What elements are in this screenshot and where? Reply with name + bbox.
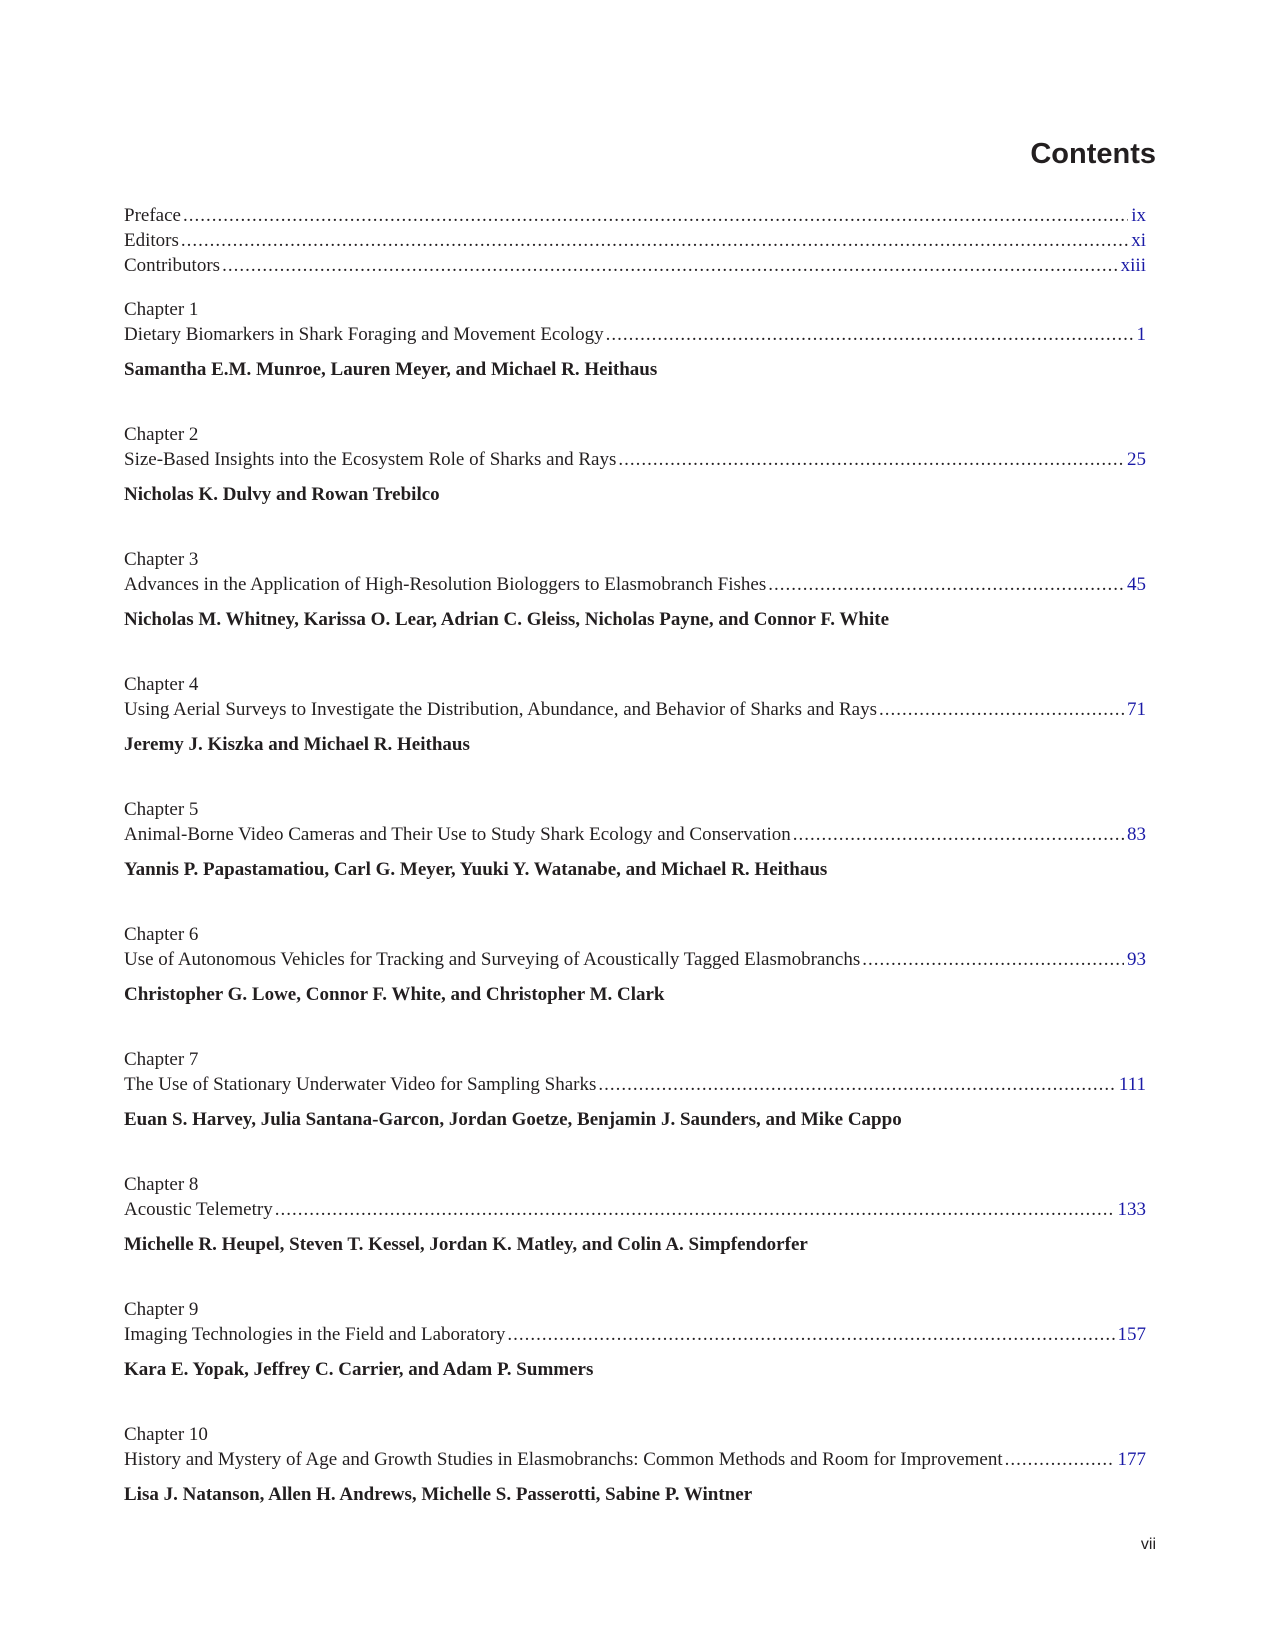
- page-number-link[interactable]: 177: [1117, 1449, 1146, 1470]
- chapter-title: History and Mystery of Age and Growth Studies in Elasmobranchs: Common Methods and Room for Improvement: [124, 1449, 1003, 1470]
- page-number-link[interactable]: 157: [1117, 1324, 1146, 1345]
- chapter-authors: Kara E. Yopak, Jeffrey C. Carrier, and Adam P. Summers: [124, 1359, 594, 1380]
- chapter-entry-7: [124, 1047, 1146, 1172]
- chapter-title: Acoustic Telemetry: [124, 1199, 273, 1220]
- chapter-label: Chapter 4: [124, 674, 199, 695]
- chapter-label: Chapter 10: [124, 1424, 208, 1445]
- chapter-authors: Euan S. Harvey, Julia Santana-Garcon, Jordan Goetze, Benjamin J. Saunders, and Mike Cappo: [124, 1109, 902, 1130]
- chapter-entry-2: [124, 422, 1146, 547]
- chapter-title: Using Aerial Surveys to Investigate the Distribution, Abundance, and Behavior of Sharks and Rays: [124, 699, 878, 720]
- toc-entry-label: Preface: [124, 205, 181, 226]
- chapter-title-line[interactable]: [124, 822, 1146, 847]
- chapter-entry-9: [124, 1297, 1146, 1422]
- toc-entry-contributors[interactable]: [124, 253, 1146, 278]
- page-title: Contents: [1030, 138, 1156, 170]
- chapter-title-line[interactable]: [124, 697, 1146, 722]
- page-number-link[interactable]: 83: [1127, 824, 1146, 845]
- page-number-link[interactable]: 1: [1136, 324, 1146, 345]
- toc-entry-label: Editors: [124, 230, 179, 251]
- chapter-title-line[interactable]: [124, 947, 1146, 972]
- page-number-link[interactable]: 71: [1127, 699, 1146, 720]
- chapter-authors: Michelle R. Heupel, Steven T. Kessel, Jordan K. Matley, and Colin A. Simpfendorfer: [124, 1234, 808, 1255]
- dot-leader: [275, 1197, 1115, 1222]
- toc-entry-editors[interactable]: [124, 228, 1146, 253]
- chapter-entry-5: [124, 797, 1146, 922]
- toc-entry-preface[interactable]: [124, 203, 1146, 228]
- chapter-authors: Jeremy J. Kiszka and Michael R. Heithaus: [124, 734, 470, 755]
- chapter-title: Advances in the Application of High-Resolution Biologgers to Elasmobranch Fishes: [124, 574, 767, 595]
- page-number-link[interactable]: 133: [1117, 1199, 1146, 1220]
- chapter-label: Chapter 7: [124, 1049, 199, 1070]
- page-number-link[interactable]: xiii: [1120, 255, 1146, 276]
- dot-leader: [618, 447, 1124, 472]
- chapter-authors: Christopher G. Lowe, Connor F. White, and Christopher M. Clark: [124, 984, 665, 1005]
- chapter-label: Chapter 8: [124, 1174, 199, 1195]
- page-number-link[interactable]: 111: [1118, 1074, 1146, 1095]
- chapter-title: Animal-Borne Video Cameras and Their Use to Study Shark Ecology and Conservation: [124, 824, 791, 845]
- chapter-title-line[interactable]: [124, 572, 1146, 597]
- dot-leader: [181, 228, 1128, 253]
- chapter-authors: Yannis P. Papastamatiou, Carl G. Meyer, Yuuki Y. Watanabe, and Michael R. Heithaus: [124, 859, 828, 880]
- dot-leader: [793, 822, 1124, 847]
- chapter-authors: Samantha E.M. Munroe, Lauren Meyer, and Michael R. Heithaus: [124, 359, 658, 380]
- chapter-label: Chapter 3: [124, 549, 199, 570]
- dot-leader: [507, 1322, 1114, 1347]
- page-number-link[interactable]: 25: [1127, 449, 1146, 470]
- dot-leader: [768, 572, 1124, 597]
- chapter-label: Chapter 9: [124, 1299, 199, 1320]
- chapter-title: Use of Autonomous Vehicles for Tracking and Surveying of Acoustically Tagged Elasmobranchs: [124, 949, 861, 970]
- chapter-title: The Use of Stationary Underwater Video for Sampling Sharks: [124, 1074, 597, 1095]
- chapter-entry-3: [124, 547, 1146, 672]
- chapter-authors: Nicholas M. Whitney, Karissa O. Lear, Adrian C. Gleiss, Nicholas Payne, and Connor F. White: [124, 609, 890, 630]
- dot-leader: [879, 697, 1124, 722]
- dot-leader: [606, 322, 1134, 347]
- chapter-entry-6: [124, 922, 1146, 1047]
- chapter-title-line[interactable]: [124, 1072, 1146, 1097]
- page-number-link[interactable]: ix: [1131, 205, 1146, 226]
- chapter-entry-4: [124, 672, 1146, 797]
- toc-entry-label: Contributors: [124, 255, 221, 276]
- page-number-link[interactable]: xi: [1131, 230, 1146, 251]
- chapter-label: Chapter 6: [124, 924, 199, 945]
- dot-leader: [862, 947, 1124, 972]
- page-number-link[interactable]: 93: [1127, 949, 1146, 970]
- dot-leader: [598, 1072, 1116, 1097]
- chapter-label: Chapter 1: [124, 299, 199, 320]
- chapter-label: Chapter 2: [124, 424, 199, 445]
- chapter-authors: Lisa J. Natanson, Allen H. Andrews, Michelle S. Passerotti, Sabine P. Wintner: [124, 1484, 753, 1505]
- chapter-title: Dietary Biomarkers in Shark Foraging and Movement Ecology: [124, 324, 604, 345]
- chapter-title-line[interactable]: [124, 1447, 1146, 1472]
- chapter-authors: Nicholas K. Dulvy and Rowan Trebilco: [124, 484, 440, 505]
- dot-leader: [183, 203, 1128, 228]
- chapter-title: Size-Based Insights into the Ecosystem Role of Sharks and Rays: [124, 449, 617, 470]
- chapter-entry-8: [124, 1172, 1146, 1297]
- chapter-label: Chapter 5: [124, 799, 199, 820]
- chapter-title-line[interactable]: [124, 1197, 1146, 1222]
- page-number-link[interactable]: 45: [1127, 574, 1146, 595]
- chapter-title: Imaging Technologies in the Field and Laboratory: [124, 1324, 506, 1345]
- chapter-entry-10: [124, 1422, 1146, 1547]
- chapter-title-line[interactable]: [124, 1322, 1146, 1347]
- chapter-title-line[interactable]: [124, 447, 1146, 472]
- chapter-title-line[interactable]: [124, 322, 1146, 347]
- chapter-entry-1: [124, 297, 1146, 422]
- page-folio: vii: [1140, 1536, 1156, 1553]
- dot-leader: [222, 253, 1118, 278]
- dot-leader: [1005, 1447, 1115, 1472]
- front-matter-list: [124, 203, 1146, 278]
- table-of-contents: [124, 203, 1146, 1547]
